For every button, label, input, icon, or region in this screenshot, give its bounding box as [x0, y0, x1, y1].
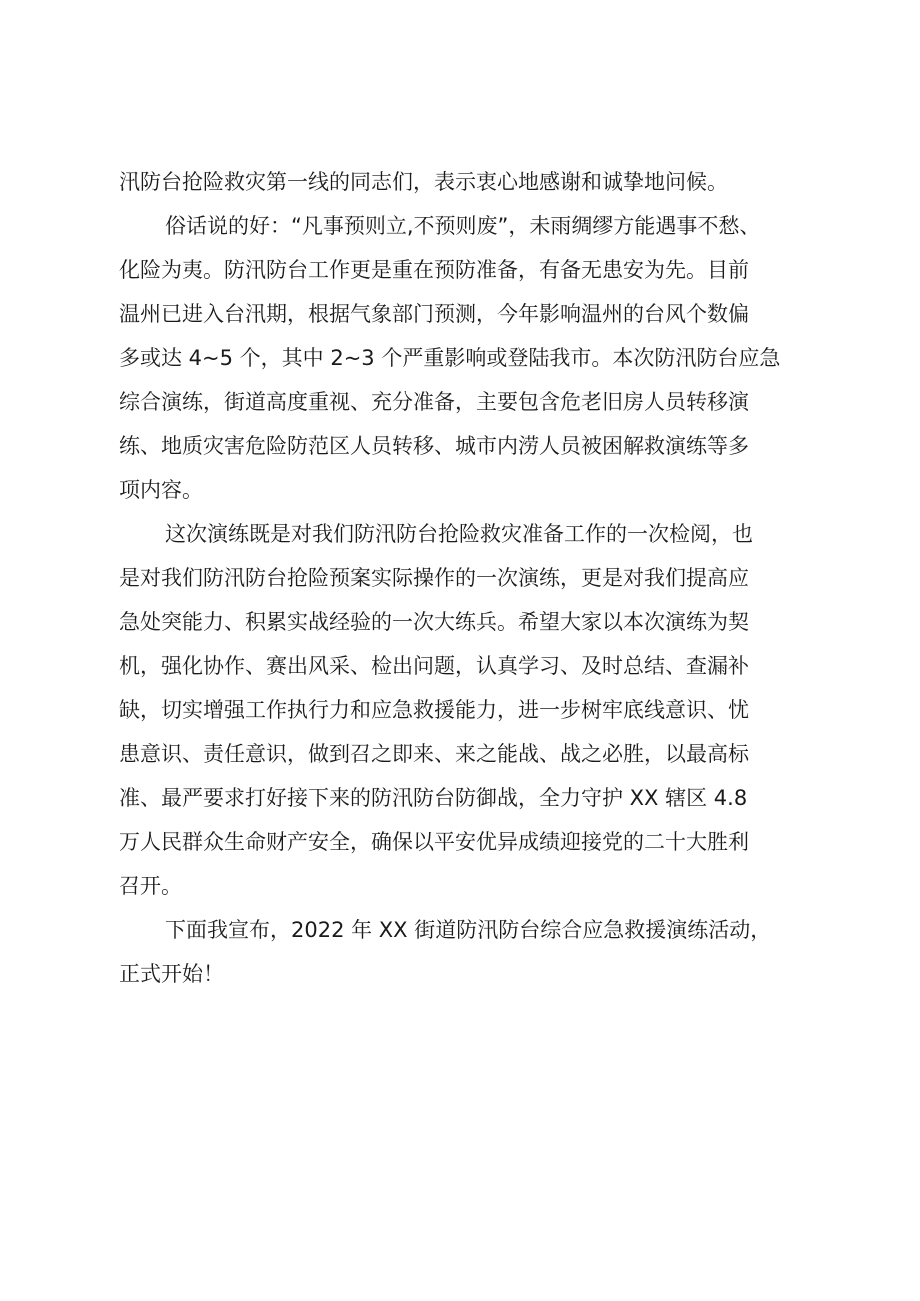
text-line: 这次演练既是对我们防汛防台抢险救灾准备工作的一次检阅，也: [165, 522, 753, 546]
text-line: 准、最严要求打好接下来的防汛防台防御战，全力守护 XX 辖区 4.8: [119, 786, 748, 810]
text-line: 急处突能力、积累实战经验的一次大练兵。希望大家以本次演练为契: [119, 610, 749, 634]
text-line: 患意识、责任意识，做到召之即来、来之能战、战之必胜，以最高标: [119, 742, 749, 766]
text-line: 缺，切实增强工作执行力和应急救援能力，进一步树牢底线意识、忧: [119, 698, 749, 722]
text-line: 是对我们防汛防台抢险预案实际操作的一次演练，更是对我们提高应: [119, 566, 749, 590]
text-line: 汛防台抢险救灾第一线的同志们，表示衷心地感谢和诚挚地问候。: [119, 170, 728, 194]
text-line: 温州已进入台汛期，根据气象部门预测，今年影响温州的台风个数偏: [119, 302, 749, 326]
text-line: 化险为夷。防汛防台工作更是重在预防准备，有备无患安为先。目前: [119, 258, 749, 282]
text-line: 机，强化协作、赛出风采、检出问题，认真学习、及时总结、查漏补: [119, 654, 749, 678]
text-line: 正式开始！: [119, 962, 224, 986]
text-line: 综合演练，街道高度重视、充分准备，主要包含危老旧房人员转移演: [119, 390, 749, 414]
text-line: 俗话说的好：“凡事预则立,不预则废”，未雨绸缪方能遇事不愁、: [165, 214, 761, 238]
text-line: 万人民群众生命财产安全，确保以平安优异成绩迎接党的二十大胜利: [119, 830, 749, 854]
text-line: 项内容。: [119, 478, 203, 502]
text-line: 召开。: [119, 874, 182, 898]
text-line: 练、地质灾害危险防范区人员转移、城市内涝人员被困解救演练等多: [119, 434, 749, 458]
text-line: 多或达 4~5 个，其中 2~3 个严重影响或登陆我市。本次防汛防台应急: [119, 346, 781, 370]
text-line: 下面我宣布，2022 年 XX 街道防汛防台综合应急救援演练活动，: [165, 918, 772, 942]
